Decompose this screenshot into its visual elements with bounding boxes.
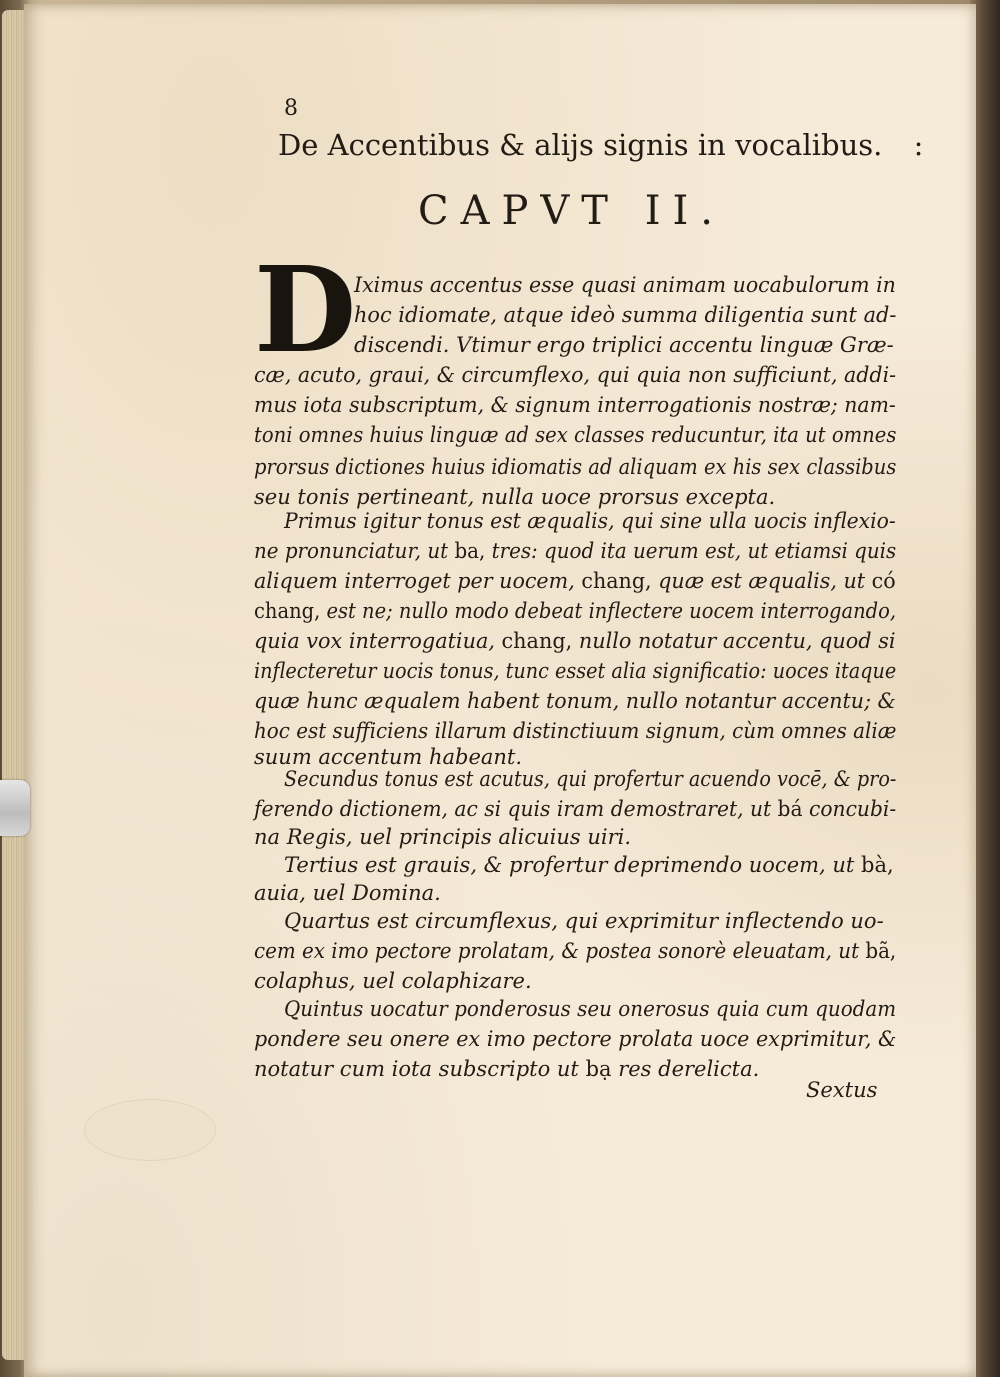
latin-text: notatur cum iota subscripto ut <box>254 1057 586 1081</box>
latin-text: cem ex imo pectore prolatam, & postea sonorè eleuatam, ut <box>254 939 866 963</box>
text-line <box>254 656 896 686</box>
latin-text: ne pronunciatur, ut <box>254 539 455 563</box>
text-line <box>284 906 884 936</box>
romanized-word: ba, <box>454 539 486 563</box>
text-line <box>254 360 896 390</box>
latin-text: pondere seu onere ex imo pectore prolata uoce exprimitur, & <box>254 1027 897 1051</box>
text-line <box>354 300 896 330</box>
latin-text: concubi- <box>802 797 897 821</box>
latin-text: quæ hunc æqualem habent tonum, nullo notantur accentu; & <box>254 689 896 713</box>
text-line <box>254 822 631 852</box>
latin-text: Quintus uocatur ponderosus seu onerosus quia cum quodam <box>284 997 897 1021</box>
latin-text: Primus igitur tonus est æqualis, qui sine ulla uocis inflexio- <box>284 509 896 533</box>
text-line <box>284 994 896 1024</box>
latin-text: quæ est æqualis, ut <box>651 569 872 593</box>
text-line <box>254 390 896 420</box>
text-line <box>284 850 894 880</box>
romanized-word: bã, <box>865 939 897 963</box>
text-line <box>284 764 896 794</box>
romanized-word: chang, <box>501 629 573 653</box>
text-line <box>254 686 896 716</box>
text-line <box>354 330 894 360</box>
latin-text: est ne; nullo modo debeat inflectere uocem interrogando, <box>320 599 897 623</box>
text-line <box>354 270 896 300</box>
latin-text: mus iota subscriptum, & signum interrogationis nostræ; nam- <box>254 393 896 417</box>
text-line <box>254 536 896 566</box>
latin-text: auia, uel Domina. <box>254 881 441 905</box>
text-line <box>254 1024 896 1054</box>
romanized-word: chang, <box>254 599 321 623</box>
latin-text: toni omnes huius linguæ ad sex classes reducuntur, ita ut omnes <box>254 423 897 447</box>
latin-text: prorsus dictiones huius idiomatis ad aliquam ex his sex classibus <box>254 455 897 479</box>
latin-text: res derelicta. <box>611 1057 760 1081</box>
text-line <box>254 936 896 966</box>
latin-text: hoc est sufficiens illarum distinctiuum signum, cùm omnes aliæ <box>254 719 897 743</box>
text-line <box>254 452 896 482</box>
text-line <box>254 420 896 450</box>
romanized-word: bá <box>777 797 803 821</box>
latin-text: na Regis, uel principis alicuius uiri. <box>254 825 632 849</box>
running-head-text: De Accentibus & alijs signis in vocalibus. <box>278 128 883 162</box>
text-line <box>254 566 896 596</box>
latin-text: suum accentum habeant. <box>254 745 523 769</box>
catchword: Sextus <box>806 1078 878 1102</box>
page-number: 8 <box>284 96 298 121</box>
latin-text: nullo notatur accentu, quod si <box>572 629 896 653</box>
latin-text: Secundus tonus est acutus, qui profertur acuendo vocē, & pro- <box>284 767 897 791</box>
latin-text: ferendo dictionem, ac si quis iram demostraret, ut <box>254 797 778 821</box>
latin-text: Tertius est grauis, & profertur deprimendo uocem, ut <box>284 853 862 877</box>
latin-text: quia vox interrogatiua, <box>254 629 502 653</box>
drop-initial: D <box>254 240 357 379</box>
romanized-word: bà, <box>861 853 894 877</box>
text-line <box>254 596 896 626</box>
latin-text: colaphus, uel colaphizare. <box>254 969 532 993</box>
romanized-word: chang, <box>581 569 652 593</box>
latin-text: Iximus accentus esse quasi animam uocabulorum in <box>354 273 896 297</box>
running-head-mark: : <box>913 128 924 162</box>
latin-text: hoc idiomate, atque ideò summa diligentia sunt ad- <box>354 303 897 327</box>
romanized-word: có <box>871 569 896 593</box>
running-head <box>278 128 924 162</box>
text-line <box>254 1054 759 1084</box>
latin-text: aliquem interroget per uocem, <box>254 569 582 593</box>
romanized-word: bạ <box>585 1057 612 1081</box>
latin-text: seu tonis pertineant, nulla uoce prorsus excepta. <box>254 485 776 509</box>
text-line <box>254 966 532 996</box>
latin-text: discendi. Vtimur ergo triplici accentu linguæ Græ- <box>354 333 894 357</box>
text-line <box>284 506 896 536</box>
latin-text: tres: quod ita uerum est, ut etiamsi quis <box>485 539 897 563</box>
chapter-title: CAPVT II. <box>418 188 726 234</box>
text-line <box>254 794 896 824</box>
text-line <box>254 878 441 908</box>
latin-text: cæ, acuto, graui, & circumflexo, qui quia non sufficiunt, addi- <box>254 363 897 387</box>
latin-text: Quartus est circumflexus, qui exprimitur inflectendo uo- <box>284 909 884 933</box>
latin-text: inflecteretur uocis tonus, tunc esset alia significatio: uoces itaque <box>254 659 897 683</box>
text-line <box>254 626 896 656</box>
